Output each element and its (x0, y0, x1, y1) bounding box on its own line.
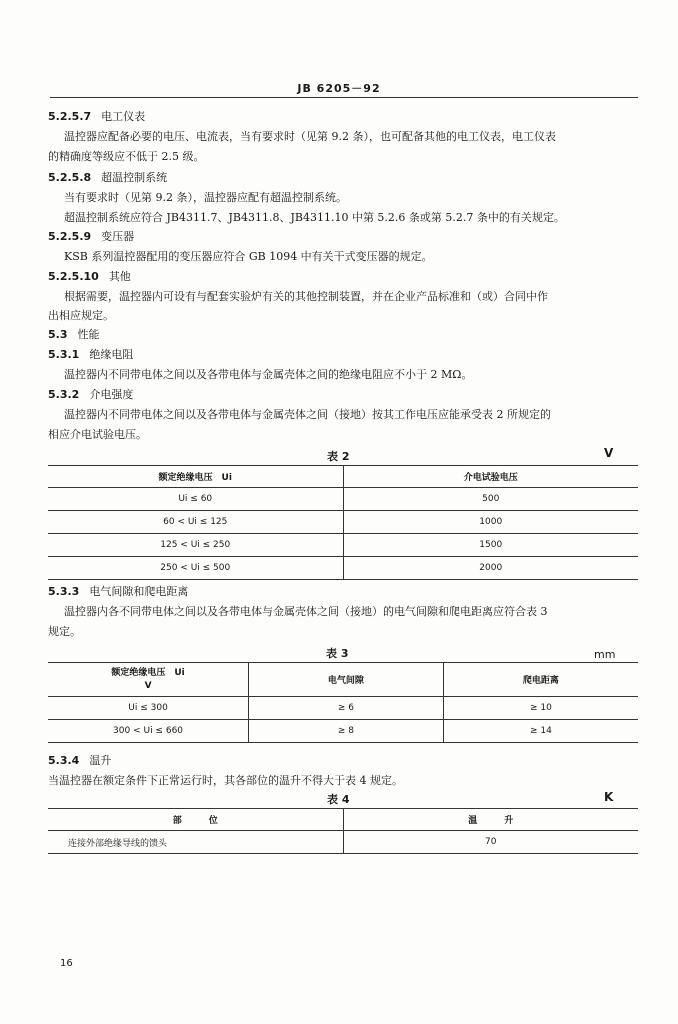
table-header-cell: 额定绝缘电压 Ui (48, 466, 343, 488)
section-number: 5.2.5.9 (48, 230, 92, 243)
table-cell: 250 < Ui ≤ 500 (48, 557, 343, 580)
table-header-cell: 介电试验电压 (343, 466, 638, 488)
section-title: 其他 (108, 270, 131, 283)
paragraph-line: 温控器内不同带电体之间以及各带电体与金属壳体之间的绝缘电阻应不小于 2 MΩ。 (64, 368, 473, 381)
table-cell: 1000 (343, 511, 638, 534)
section-number: 5.3 (48, 328, 68, 341)
table-3 (48, 662, 638, 743)
section-title: 温升 (89, 754, 112, 767)
table-cell: 连接外部绝缘导线的馈头 (48, 831, 343, 854)
section-number: 5.2.5.7 (48, 110, 92, 123)
table-cell: 500 (343, 488, 638, 511)
table-cell: Ui ≤ 300 (48, 697, 249, 720)
table-header-row (48, 466, 638, 488)
table-4-unit: K (604, 790, 614, 804)
paragraph-line: 出相应规定。 (48, 309, 114, 322)
table-cell: ≥ 8 (249, 720, 444, 743)
table-2-unit: V (604, 446, 614, 460)
table-cell: 70 (343, 831, 638, 854)
paragraph-line: 超温控制系统应符合 JB4311.7、JB4311.8、JB4311.10 中第 5.2.6 条或第 5.2.7 条中的有关规定。 (64, 211, 565, 224)
table-cell: 125 < Ui ≤ 250 (48, 534, 343, 557)
table-header-cell: 部 位 (48, 809, 343, 831)
table-header-cell: 爬电距离 (443, 663, 638, 697)
table-row (48, 557, 638, 580)
table-cell: ≥ 10 (443, 697, 638, 720)
section-534-heading (48, 754, 111, 768)
table-cell: 300 < Ui ≤ 660 (48, 720, 249, 743)
section-title: 电工仪表 (101, 110, 146, 123)
section-5258-heading (48, 171, 167, 185)
document-code: JB 6205－92 (297, 82, 381, 95)
paragraph-line: 温控器内各不同带电体之间以及各带电体与金属壳体之间（接地）的电气间隙和爬电距离应符合表 3 (64, 605, 548, 618)
section-533-heading (48, 585, 188, 599)
table-3-caption: 表 3 (326, 647, 349, 660)
section-531-heading (48, 348, 133, 362)
table-row (48, 511, 638, 534)
section-number: 5.3.1 (48, 348, 80, 361)
header-rule (50, 97, 638, 98)
table-header-cell (48, 663, 249, 697)
table-header-cell: 温 升 (343, 809, 638, 831)
paragraph-line: 相应介电试验电压。 (48, 428, 147, 441)
section-title: 性能 (77, 328, 100, 341)
section-number: 5.3.4 (48, 754, 80, 767)
paragraph-line: 温控器内不同带电体之间以及各带电体与金属壳体之间（接地）按其工作电压应能承受表 2 所规定的 (64, 408, 551, 421)
header-line: 额定绝缘电压 Ui (111, 667, 185, 678)
paragraph-line: 规定。 (48, 625, 81, 638)
table-cell: ≥ 6 (249, 697, 444, 720)
table-header-row (48, 809, 638, 831)
section-title: 变压器 (101, 230, 135, 243)
section-title: 电气间隙和爬电距离 (89, 585, 189, 598)
section-5257-heading (48, 110, 145, 124)
table-4-caption: 表 4 (327, 793, 350, 806)
section-number: 5.2.5.10 (48, 270, 99, 283)
section-title: 绝缘电阻 (89, 348, 134, 361)
table-row (48, 831, 638, 854)
table-cell: 60 < Ui ≤ 125 (48, 511, 343, 534)
section-number: 5.2.5.8 (48, 171, 92, 184)
table-cell: 2000 (343, 557, 638, 580)
section-number: 5.3.2 (48, 388, 80, 401)
table-header-row (48, 663, 638, 697)
table-2 (48, 465, 638, 580)
table-4 (48, 808, 638, 854)
paragraph-line: 温控器应配备必要的电压、电流表，当有要求时（见第 9.2 条），也可配备其他的电工仪表，电工仪表 (64, 130, 556, 143)
section-52510-heading (48, 270, 131, 284)
paragraph-line: 当有要求时（见第 9.2 条），温控器应配有超温控制系统。 (64, 191, 347, 204)
table-3-unit: mm (594, 648, 616, 661)
page-number: 16 (60, 958, 73, 969)
table-row (48, 534, 638, 557)
table-cell: ≥ 14 (443, 720, 638, 743)
table-cell: 1500 (343, 534, 638, 557)
paragraph-line: 根据需要，温控器内可设有与配套实验炉有关的其他控制装置，并在企业产品标准和（或）合同中作 (64, 290, 548, 303)
table-header-cell: 电气间隙 (249, 663, 444, 697)
section-title: 超温控制系统 (101, 171, 168, 184)
table-row (48, 488, 638, 511)
table-cell: Ui ≤ 60 (48, 488, 343, 511)
section-5259-heading (48, 230, 134, 244)
table-row (48, 697, 638, 720)
paragraph-line: KSB 系列温控器配用的变压器应符合 GB 1094 中有关干式变压器的规定。 (64, 250, 433, 263)
table-row (48, 720, 638, 743)
section-title: 介电强度 (89, 388, 134, 401)
section-number: 5.3.3 (48, 585, 80, 598)
table-2-caption: 表 2 (327, 450, 350, 463)
header-line: V (144, 680, 152, 691)
section-532-heading (48, 388, 133, 402)
paragraph-line: 当温控器在额定条件下正常运行时，其各部位的温升不得大于表 4 规定。 (48, 774, 403, 787)
section-53-heading (48, 328, 100, 342)
paragraph-line: 的精确度等级应不低于 2.5 级。 (48, 150, 205, 163)
